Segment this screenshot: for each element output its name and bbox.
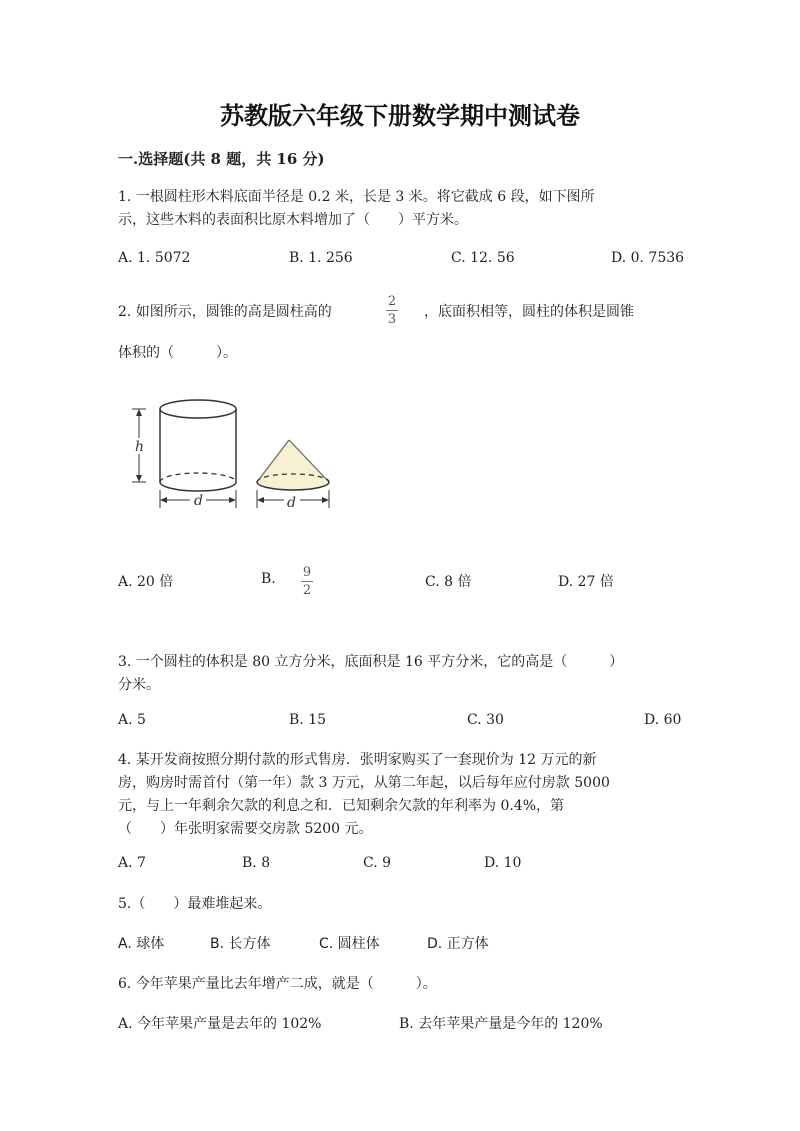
q4-option-b[interactable]: B. 8 xyxy=(242,855,271,871)
cylinder-top-ellipse xyxy=(160,400,236,418)
q4-option-c[interactable]: C. 9 xyxy=(363,855,392,871)
q3-option-c[interactable]: C. 30 xyxy=(467,712,504,728)
q2-option-a[interactable]: A. 20 倍 xyxy=(118,574,174,590)
q3-option-b[interactable]: B. 15 xyxy=(289,712,327,728)
q2-option-c[interactable]: C. 8 倍 xyxy=(425,574,472,590)
q3-option-d[interactable]: D. 60 xyxy=(644,712,682,728)
section-heading: 一.选择题(共 8 题，共 16 分) xyxy=(118,150,325,168)
cyl-diam-arrowhead-right xyxy=(229,497,236,503)
q1-option-b[interactable]: B. 1. 256 xyxy=(289,250,353,266)
page-title: 苏教版六年级下册数学期中测试卷 xyxy=(220,101,580,130)
q2-text-line2: 体积的（ ）。 xyxy=(118,345,237,361)
q5-option-c[interactable]: C. 圆柱体 xyxy=(319,936,380,952)
fraction-bar xyxy=(386,310,398,311)
q1-text-line2: 示，这些木料的表面积比原木料增加了（ ）平方米。 xyxy=(118,212,468,228)
q4-text-line2: 房，购房时需首付（第一年）款 3 万元，从第二年起，以后每年应付房款 5000 xyxy=(118,775,610,791)
cyl-diam-arrowhead-left xyxy=(160,497,167,503)
q1-option-c[interactable]: C. 12. 56 xyxy=(451,250,515,266)
q2-fraction-denominator: 3 xyxy=(387,312,397,327)
q6-text-line1: 6. 今年苹果产量比去年增产二成，就是（ ）。 xyxy=(118,976,437,992)
q2-option-b-fraction[interactable] xyxy=(301,565,313,598)
q2-option-d[interactable]: D. 27 倍 xyxy=(558,574,614,590)
q2-option-b-label[interactable]: B. xyxy=(261,571,276,587)
q5-option-a[interactable]: A. 球体 xyxy=(118,936,165,952)
height-arrowhead-down xyxy=(136,475,142,482)
q2-option-b-denominator: 2 xyxy=(302,583,312,598)
q6-option-a[interactable]: A. 今年苹果产量是去年的 102% xyxy=(118,1016,322,1032)
q3-text-line2: 分米。 xyxy=(118,677,160,693)
q2-fraction xyxy=(386,294,398,327)
cone-diameter-label: d xyxy=(287,495,296,511)
fraction-bar xyxy=(301,581,313,582)
cylinder-bottom-back-dashed xyxy=(160,473,236,482)
q2-option-b-numerator: 9 xyxy=(302,565,312,580)
cone-diam-arrowhead-left xyxy=(257,497,264,503)
cone-diam-arrowhead-right xyxy=(322,497,329,503)
cylinder-bottom-front xyxy=(160,482,236,491)
q2-text-line1-pre: 2. 如图所示，圆锥的高是圆柱高的 xyxy=(118,304,332,320)
height-label: h xyxy=(135,439,145,455)
q4-text-line1: 4. 某开发商按照分期付款的形式售房．张明家购买了一套现价为 12 万元的新 xyxy=(118,752,597,768)
q1-option-a[interactable]: A. 1. 5072 xyxy=(118,250,191,266)
q4-option-a[interactable]: A. 7 xyxy=(118,855,146,871)
cone-base-front xyxy=(257,482,329,490)
q5-text-line1: 5.（ ）最难堆起来。 xyxy=(118,896,272,912)
q1-text-line1: 1. 一根圆柱形木料底面半径是 0.2 米，长是 3 米。将它截成 6 段，如下图所 xyxy=(118,189,595,205)
q3-option-a[interactable]: A. 5 xyxy=(118,712,146,728)
q2-figure-cylinder-cone xyxy=(120,392,350,522)
q4-option-d[interactable]: D. 10 xyxy=(484,855,522,871)
q4-text-line3: 元，与上一年剩余欠款的利息之和．已知剩余欠款的年利率为 0.4%，第 xyxy=(118,798,565,814)
cylinder-diameter-label: d xyxy=(194,493,203,509)
height-arrowhead-up xyxy=(136,409,142,416)
q1-option-d[interactable]: D. 0. 7536 xyxy=(611,250,685,266)
q2-text-line1-post: ，底面积相等，圆柱的体积是圆锥 xyxy=(424,304,634,320)
q5-option-b[interactable]: B. 长方体 xyxy=(210,936,271,952)
q3-text-line1: 3. 一个圆柱的体积是 80 立方分米，底面积是 16 平方分米，它的高是（ ） xyxy=(118,654,624,670)
q4-text-line4: （ ）年张明家需要交房款 5200 元。 xyxy=(118,821,373,837)
q2-fraction-numerator: 2 xyxy=(387,294,397,309)
q6-option-b[interactable]: B. 去年苹果产量是今年的 120% xyxy=(399,1016,603,1032)
q5-option-d[interactable]: D. 正方体 xyxy=(427,936,489,952)
